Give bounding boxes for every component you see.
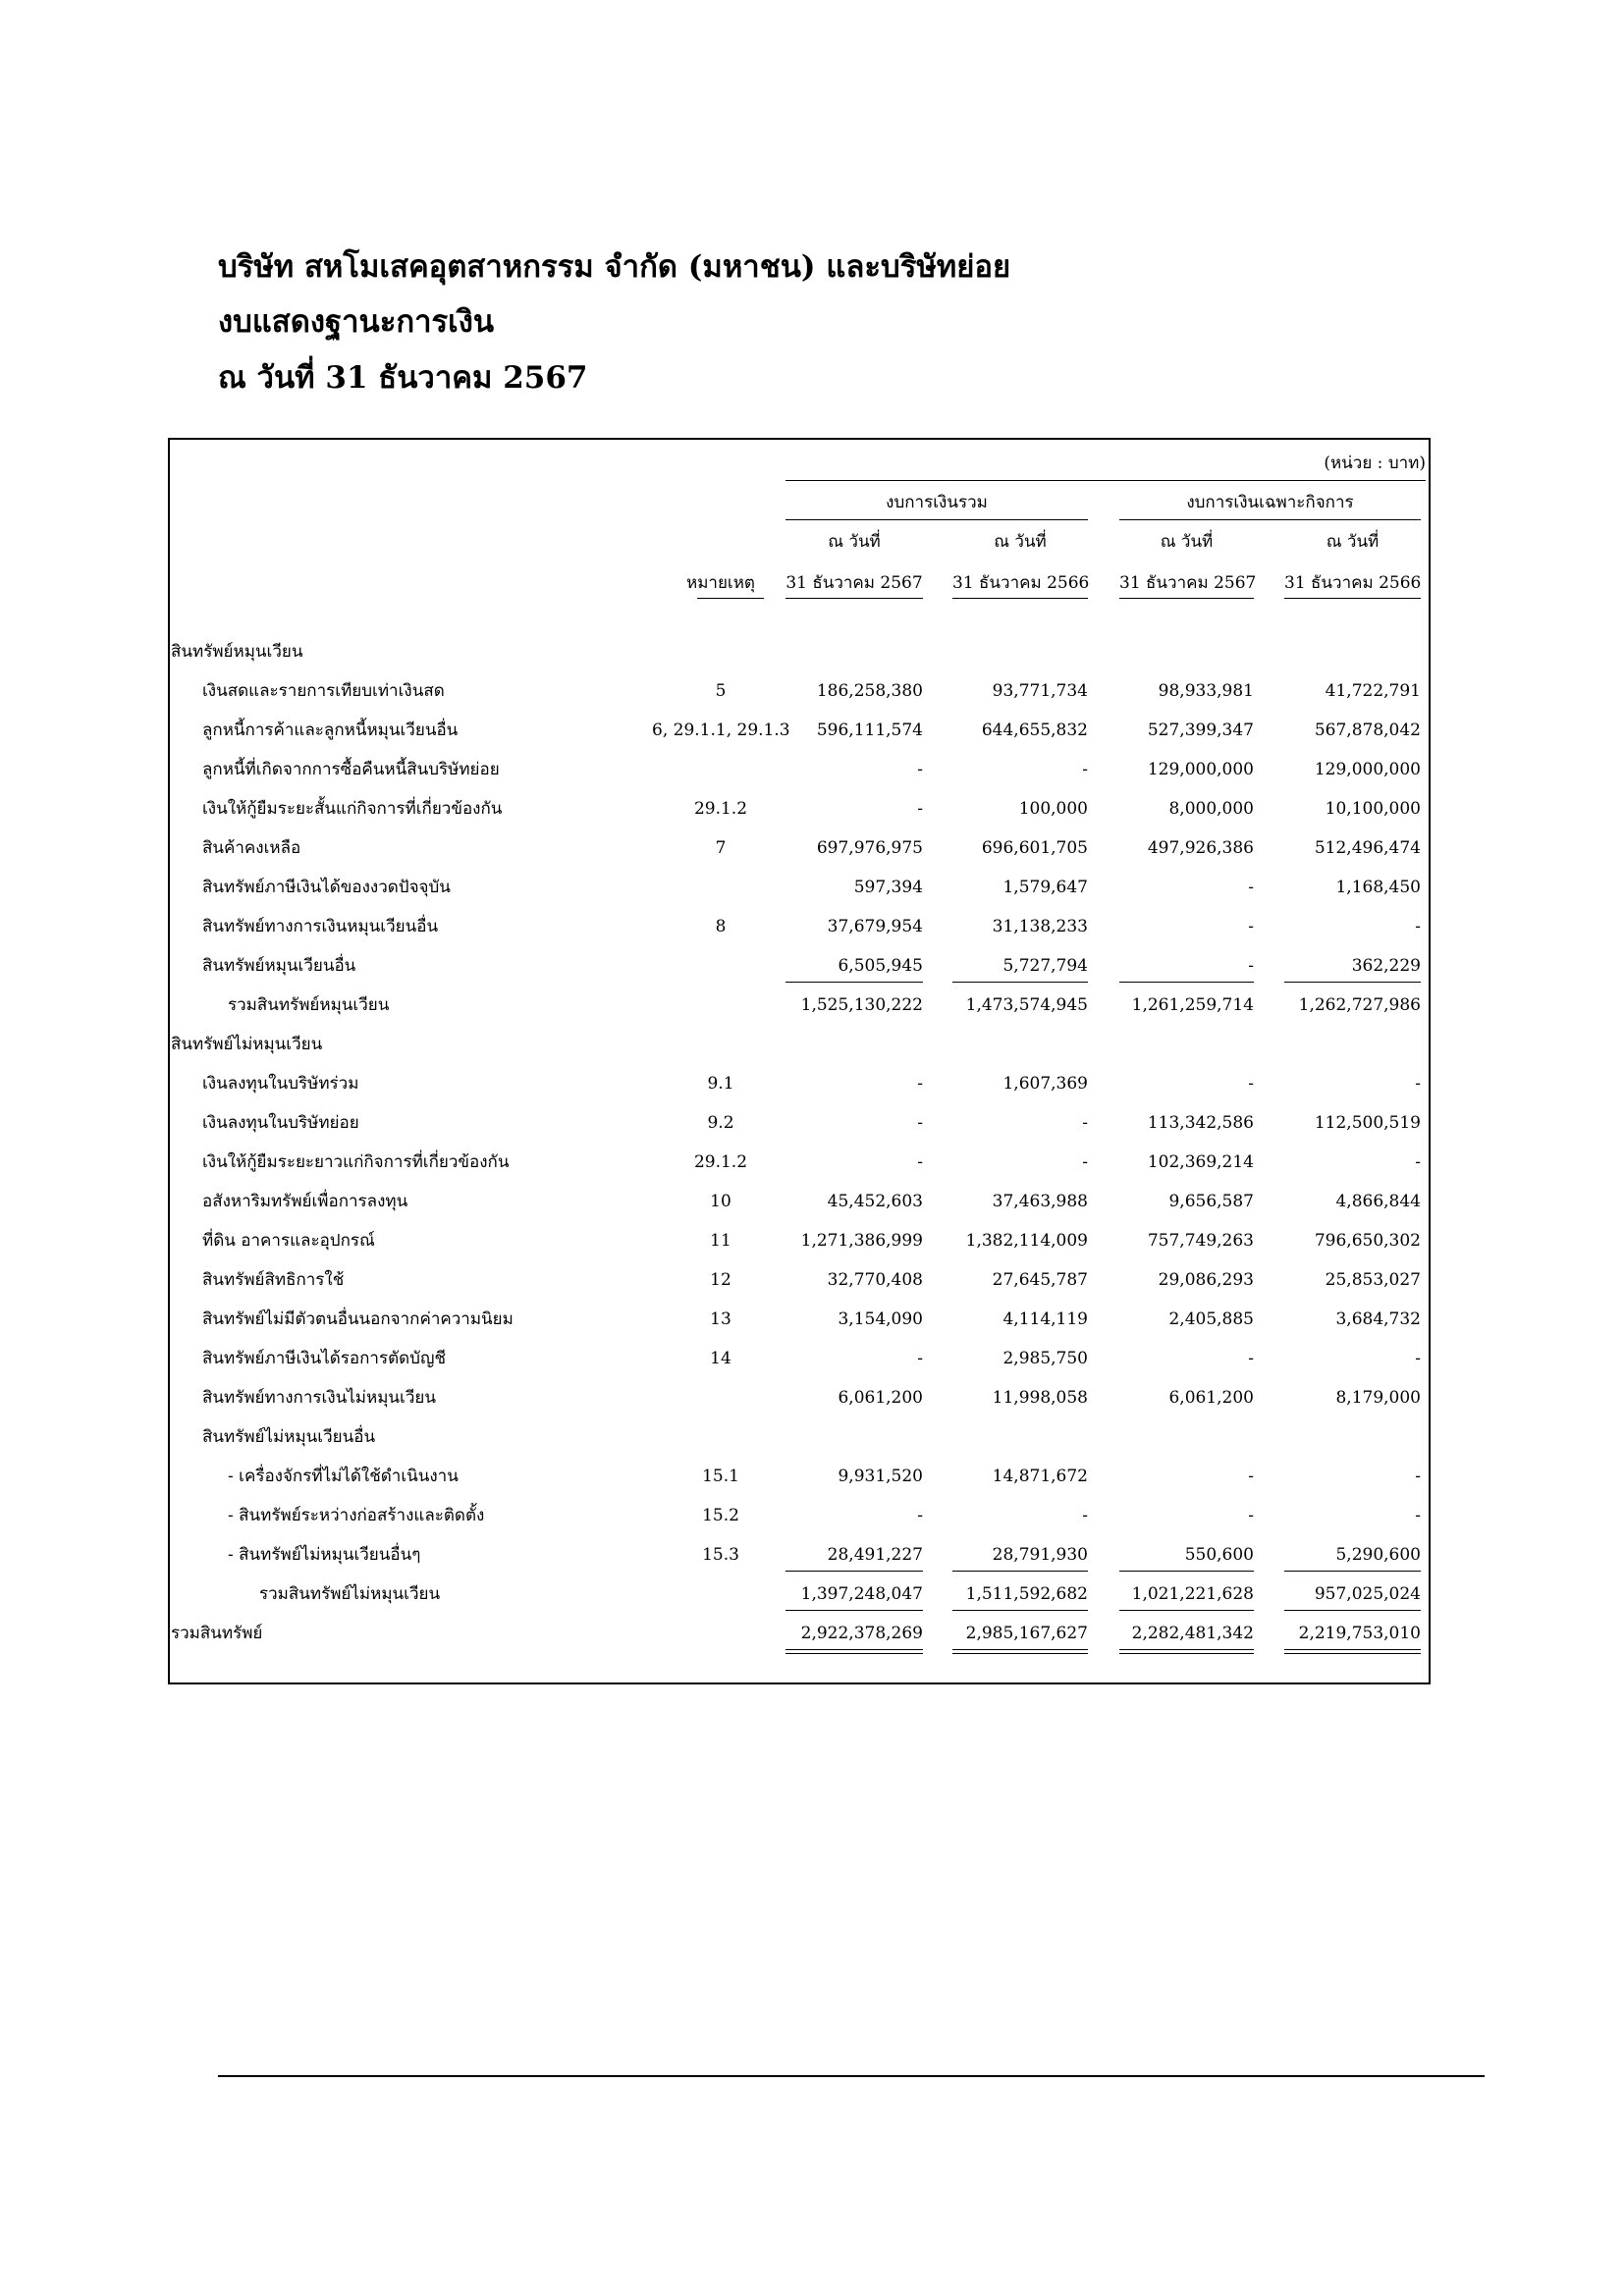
row-value-col1: 6,505,945 <box>838 956 923 976</box>
row-value-col3: - <box>1248 917 1254 936</box>
subtotal-rule <box>952 982 1088 983</box>
subtotal-rule <box>1119 982 1254 983</box>
row-label: รวมสินทรัพย์ไม่หมุนเวียน <box>259 1584 441 1604</box>
row-value-col3: 8,000,000 <box>1168 799 1254 819</box>
subtotal-rule <box>952 1571 1088 1572</box>
row-value-col3: 497,926,386 <box>1147 838 1254 858</box>
total-double-rule <box>785 1649 923 1654</box>
row-label: เงินลงทุนในบริษัทย่อย <box>202 1113 359 1133</box>
row-note: 9.1 <box>707 1074 734 1094</box>
row-note: 15.3 <box>702 1545 739 1565</box>
row-value-col1: 32,770,408 <box>827 1270 923 1290</box>
row-label: ลูกหนี้การค้าและลูกหนี้หมุนเวียนอื่น <box>202 721 459 740</box>
company-name: บริษัท สหโมเสคอุตสาหกรรม จำกัด (มหาชน) และบริษัทย่อย <box>218 249 1011 285</box>
row-note: 29.1.2 <box>693 1152 748 1172</box>
note-header: หมายเหตุ <box>686 573 755 593</box>
row-value-col4: 957,025,024 <box>1314 1584 1421 1604</box>
col2-date: 31 ธันวาคม 2566 <box>952 573 1090 593</box>
row-value-col4: 796,650,302 <box>1314 1231 1421 1251</box>
row-value-col2: 696,601,705 <box>981 838 1088 858</box>
row-value-col1: - <box>917 1349 923 1368</box>
row-value-col1: 6,061,200 <box>838 1388 923 1408</box>
row-value-col3: - <box>1248 1074 1254 1094</box>
row-note: 10 <box>710 1192 731 1211</box>
row-value-col1: 37,679,954 <box>827 917 923 936</box>
row-note: 6, 29.1.1, 29.1.3 <box>652 721 790 740</box>
row-value-col4: 3,684,732 <box>1335 1309 1421 1329</box>
row-value-col4: 512,496,474 <box>1314 838 1421 858</box>
row-label: สินทรัพย์ภาษีเงินได้ของงวดปัจจุบัน <box>202 878 451 897</box>
row-label: สินค้าคงเหลือ <box>202 838 301 858</box>
statement-title: งบแสดงฐานะการเงิน <box>218 304 495 340</box>
col1-date-prefix: ณ วันที่ <box>828 532 881 552</box>
row-value-col4: 10,100,000 <box>1325 799 1421 819</box>
row-value-col4: 567,878,042 <box>1314 721 1421 740</box>
row-label: สินทรัพย์ทางการเงินหมุนเวียนอื่น <box>202 917 439 936</box>
row-label: รวมสินทรัพย์หมุนเวียน <box>228 995 390 1015</box>
group-separate: งบการเงินเฉพาะกิจการ <box>1186 493 1354 512</box>
col2-date-prefix: ณ วันที่ <box>994 532 1047 552</box>
row-value-col4: 2,219,753,010 <box>1298 1624 1421 1643</box>
row-value-col2: 644,655,832 <box>981 721 1088 740</box>
row-value-col1: 9,931,520 <box>838 1467 923 1486</box>
subtotal-rule <box>1119 1610 1254 1611</box>
row-value-col4: 4,866,844 <box>1335 1192 1421 1211</box>
row-label: รวมสินทรัพย์ <box>171 1624 263 1643</box>
row-note: 9.2 <box>707 1113 734 1133</box>
row-value-col3: 1,021,221,628 <box>1131 1584 1254 1604</box>
row-value-col2: 100,000 <box>1018 799 1088 819</box>
row-value-col1: - <box>917 1152 923 1172</box>
row-value-col3: - <box>1248 1467 1254 1486</box>
group-consolidated-rule <box>785 519 1088 520</box>
row-note: 29.1.2 <box>693 799 748 819</box>
row-label: - เครื่องจักรที่ไม่ได้ใช้ดำเนินงาน <box>228 1467 459 1486</box>
row-value-col3: 2,405,885 <box>1168 1309 1254 1329</box>
row-label: เงินสดและรายการเทียบเท่าเงินสด <box>202 681 445 701</box>
row-value-col3: 113,342,586 <box>1147 1113 1254 1133</box>
row-value-col2: 2,985,167,627 <box>965 1624 1088 1643</box>
row-value-col1: - <box>917 1074 923 1094</box>
row-value-col4: 5,290,600 <box>1335 1545 1421 1565</box>
footer-rule <box>218 2075 1485 2077</box>
row-value-col3: 757,749,263 <box>1147 1231 1254 1251</box>
row-value-col1: - <box>917 1506 923 1525</box>
row-value-col1: 596,111,574 <box>816 721 923 740</box>
row-value-col4: - <box>1415 1467 1421 1486</box>
row-value-col3: 129,000,000 <box>1147 760 1254 779</box>
row-value-col4: 25,853,027 <box>1325 1270 1421 1290</box>
statement-date: ณ วันที่ 31 ธันวาคม 2567 <box>218 360 588 396</box>
row-value-col4: - <box>1415 1152 1421 1172</box>
total-double-rule <box>952 1649 1088 1654</box>
row-note: 12 <box>710 1270 731 1290</box>
row-value-col4: 1,262,727,986 <box>1298 995 1421 1015</box>
row-value-col1: 186,258,380 <box>816 681 923 701</box>
row-value-col2: 27,645,787 <box>992 1270 1088 1290</box>
row-value-col3: 9,656,587 <box>1168 1192 1254 1211</box>
row-value-col1: 2,922,378,269 <box>800 1624 923 1643</box>
subtotal-rule <box>1284 982 1421 983</box>
row-note: 7 <box>715 838 727 858</box>
row-value-col2: 1,607,369 <box>1002 1074 1088 1094</box>
row-value-col1: - <box>917 799 923 819</box>
row-note: 8 <box>715 917 727 936</box>
row-value-col3: 1,261,259,714 <box>1131 995 1254 1015</box>
row-value-col3: - <box>1248 1506 1254 1525</box>
row-value-col2: 4,114,119 <box>1002 1309 1088 1329</box>
row-value-col2: 1,579,647 <box>1002 878 1088 897</box>
row-value-col3: 550,600 <box>1184 1545 1254 1565</box>
row-label: - สินทรัพย์ไม่หมุนเวียนอื่นๆ <box>228 1545 421 1565</box>
row-value-col4: 362,229 <box>1351 956 1421 976</box>
row-label: เงินลงทุนในบริษัทร่วม <box>202 1074 359 1094</box>
row-label: สินทรัพย์หมุนเวียนอื่น <box>202 956 356 976</box>
row-note: 11 <box>710 1231 731 1251</box>
row-value-col4: - <box>1415 1506 1421 1525</box>
row-label: เงินให้กู้ยืมระยะสั้นแก่กิจการที่เกี่ยวข้องกัน <box>202 799 503 819</box>
row-value-col2: 1,382,114,009 <box>965 1231 1088 1251</box>
row-value-col4: 8,179,000 <box>1335 1388 1421 1408</box>
row-value-col3: 98,933,981 <box>1158 681 1254 701</box>
row-value-col3: 527,399,347 <box>1147 721 1254 740</box>
row-value-col2: 1,473,574,945 <box>965 995 1088 1015</box>
group-separate-rule <box>1119 519 1421 520</box>
row-value-col3: - <box>1248 878 1254 897</box>
subtotal-rule <box>785 1571 923 1572</box>
col1-header-rule <box>785 598 923 599</box>
row-value-col3: 102,369,214 <box>1147 1152 1254 1172</box>
statement-table-frame <box>168 438 1431 1684</box>
header-rule <box>785 480 1426 481</box>
row-note: 14 <box>710 1349 731 1368</box>
row-label: สินทรัพย์ไม่หมุนเวียนอื่น <box>202 1427 376 1447</box>
row-value-col3: 2,282,481,342 <box>1131 1624 1254 1643</box>
row-label: เงินให้กู้ยืมระยะยาวแก่กิจการที่เกี่ยวข้องกัน <box>202 1152 510 1172</box>
row-value-col4: 129,000,000 <box>1314 760 1421 779</box>
row-note: 15.1 <box>702 1467 739 1486</box>
row-label: ที่ดิน อาคารและอุปกรณ์ <box>202 1231 375 1251</box>
col4-date-prefix: ณ วันที่ <box>1326 532 1380 552</box>
row-value-col3: - <box>1248 956 1254 976</box>
row-value-col1: 28,491,227 <box>827 1545 923 1565</box>
row-value-col4: - <box>1415 917 1421 936</box>
row-value-col2: 31,138,233 <box>992 917 1088 936</box>
row-value-col2: 14,871,672 <box>992 1467 1088 1486</box>
row-value-col1: - <box>917 1113 923 1133</box>
row-note: 5 <box>715 681 727 701</box>
row-value-col1: 597,394 <box>853 878 923 897</box>
row-value-col2: 5,727,794 <box>1002 956 1088 976</box>
row-label: สินทรัพย์หมุนเวียน <box>171 642 303 662</box>
total-double-rule <box>1284 1649 1421 1654</box>
row-label: - สินทรัพย์ระหว่างก่อสร้างและติดตั้ง <box>228 1506 485 1525</box>
col1-date: 31 ธันวาคม 2567 <box>785 573 923 593</box>
row-value-col4: 41,722,791 <box>1325 681 1421 701</box>
row-value-col2: 2,985,750 <box>1002 1349 1088 1368</box>
row-value-col1: 1,525,130,222 <box>800 995 923 1015</box>
row-value-col1: 45,452,603 <box>827 1192 923 1211</box>
note-header-rule <box>697 598 764 599</box>
col3-date: 31 ธันวาคม 2567 <box>1119 573 1257 593</box>
row-value-col2: - <box>1082 1506 1088 1525</box>
col4-header-rule <box>1284 598 1421 599</box>
row-value-col2: 1,511,592,682 <box>965 1584 1088 1604</box>
row-note: 13 <box>710 1309 731 1329</box>
subtotal-rule <box>952 1610 1088 1611</box>
col2-header-rule <box>952 598 1088 599</box>
row-value-col1: 3,154,090 <box>838 1309 923 1329</box>
col3-header-rule <box>1119 598 1254 599</box>
subtotal-rule <box>1284 1571 1421 1572</box>
row-label: สินทรัพย์ทางการเงินไม่หมุนเวียน <box>202 1388 436 1408</box>
row-value-col4: - <box>1415 1074 1421 1094</box>
row-label: สินทรัพย์ไม่มีตัวตนอื่นนอกจากค่าความนิยม <box>202 1309 514 1329</box>
row-label: สินทรัพย์ภาษีเงินได้รอการตัดบัญชี <box>202 1349 446 1368</box>
row-value-col1: 1,271,386,999 <box>800 1231 923 1251</box>
row-label: อสังหาริมทรัพย์เพื่อการลงทุน <box>202 1192 408 1211</box>
row-value-col2: 37,463,988 <box>992 1192 1088 1211</box>
col3-date-prefix: ณ วันที่ <box>1160 532 1214 552</box>
row-value-col4: 112,500,519 <box>1314 1113 1421 1133</box>
row-value-col2: - <box>1082 1152 1088 1172</box>
row-value-col3: 6,061,200 <box>1168 1388 1254 1408</box>
row-value-col2: - <box>1082 760 1088 779</box>
row-value-col3: - <box>1248 1349 1254 1368</box>
group-consolidated: งบการเงินรวม <box>886 493 988 512</box>
row-value-col1: 1,397,248,047 <box>800 1584 923 1604</box>
row-value-col1: 697,976,975 <box>816 838 923 858</box>
row-value-col4: 1,168,450 <box>1335 878 1421 897</box>
subtotal-rule <box>1119 1571 1254 1572</box>
subtotal-rule <box>785 1610 923 1611</box>
row-value-col1: - <box>917 760 923 779</box>
row-value-col4: - <box>1415 1349 1421 1368</box>
row-value-col2: - <box>1082 1113 1088 1133</box>
row-value-col2: 11,998,058 <box>992 1388 1088 1408</box>
row-label: สินทรัพย์สิทธิการใช้ <box>202 1270 345 1290</box>
row-label: ลูกหนี้ที่เกิดจากการซื้อคืนหนี้สินบริษัทย่อย <box>202 760 500 779</box>
subtotal-rule <box>785 982 923 983</box>
unit-label: (หน่วย : บาท) <box>1324 454 1426 473</box>
row-value-col2: 28,791,930 <box>992 1545 1088 1565</box>
row-label: สินทรัพย์ไม่หมุนเวียน <box>171 1035 323 1054</box>
subtotal-rule <box>1284 1610 1421 1611</box>
row-note: 15.2 <box>702 1506 739 1525</box>
row-value-col2: 93,771,734 <box>992 681 1088 701</box>
col4-date: 31 ธันวาคม 2566 <box>1284 573 1422 593</box>
total-double-rule <box>1119 1649 1254 1654</box>
row-value-col3: 29,086,293 <box>1158 1270 1254 1290</box>
